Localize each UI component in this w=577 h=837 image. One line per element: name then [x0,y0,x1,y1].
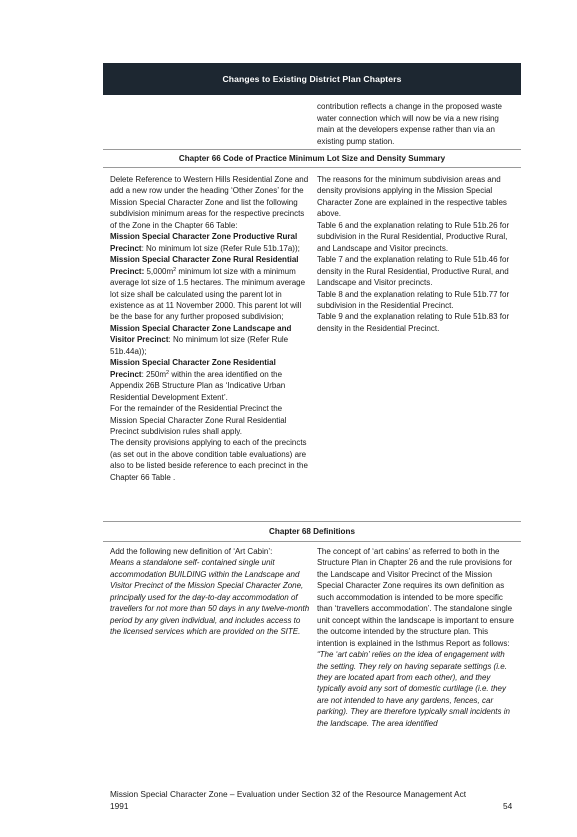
precinct-text: within the area identified on the Appendix 26B Structure Plan as ‘Indicative Urban Residential Development Extent’. [110,369,286,402]
paragraph [110,231,310,254]
intro-right-text: contribution reflects a change in the proposed waste water connection which will now be via a new rising main at the developers expense rather than via an existing pump station. [317,102,503,146]
paragraph: The reasons for the minimum subdivision areas and density provisions applying in the Mission Special Character Zone are explained in the respective tables above. [317,175,507,219]
paragraph: The concept of ‘art cabins’ as referred to both in the Structure Plan in Chapter 26 and the rule provisions for the Landscape and Visitor Precinct of the Mission Special Character Zone requires its own definition as such accommodation is intended to be more specific than ‘travellers accommodation’. The standalone single unit concept within the landscape is important to ensure the outcome intended by the structure plan. This intention is explained in the Isthmus Report as follows: [317,547,515,648]
superscript: 2 [173,266,177,273]
precinct-text: : No minimum lot size (Refer Rule 51b.17a)); [141,243,300,253]
area-value: 5,000m [144,266,174,276]
precinct-label: Mission Special Character Zone Productive Rural Precinct [110,232,298,253]
precinct-text: minimum lot size with a minimum average lot size of 1.5 hectares. The minimum average lot size shall be calculated using the parent lot in existence as at 11 November 2000. This parent lot will be the base for any further proposed subdivision; [110,266,306,322]
paragraph: Add the following new definition of ‘Art Cabin’: [110,547,273,556]
paragraph: Delete Reference to Western Hills Residential Zone and add a new row under the heading ‘Other Zones’ for the Mission Special Character Zone and list the following subdivision minimum areas for the respective precincts of the Zone in the Chapter 66 Table: [110,175,309,230]
chapter-68-heading: Chapter 68 Definitions [269,527,355,536]
header-bar [103,63,521,95]
quote-text: “The ‘art cabin’ relies on the idea of engagement with the setting. They rely on having separate settings (i.e. they are located apart from each other), and they typically avoid any sort of domestic curtilage (i.e. they are not intended to have any gardens, fences, car parking). They are therefore typically small incidents in the landscape. The area identified [317,650,510,728]
area-value: : 250m [141,369,167,379]
chapter-66-right-column [317,174,517,334]
precinct-label: Mission Special Character Zone Rural Residential Precinct: [110,255,299,276]
page-number: 54 [503,801,513,811]
chapter-68-right-column [317,546,517,729]
paragraph [110,254,310,323]
precinct-label: Mission Special Character Zone Landscape and Visitor Precinct [110,323,292,345]
chapter-66-left-column [110,174,310,483]
paragraph: Table 7 and the explanation relating to Rule 51b.46 for density in the Rural Residential, Productive Rural, and Landscape and Visitor precincts. [317,255,510,288]
divider [103,149,521,150]
paragraph: Table 6 and the explanation relating to Rule 51b.26 for subdivision in the Rural Residential, Productive Rural, and Landscape and Visitor precincts. [317,220,510,253]
header-title: Changes to Existing District Plan Chapters [222,74,402,84]
precinct-text: : No minimum lot size (Refer Rule 51b.44a)); [110,335,289,356]
chapter-66-heading: Chapter 66 Code of Practice Minimum Lot Size and Density Summary [178,154,446,163]
divider [103,521,521,522]
divider [103,167,521,168]
paragraph: Table 8 and the explanation relating to Rule 51b.77 for subdivision in the Residential Precinct. [317,289,510,310]
paragraph: The density provisions applying to each of the precincts (as set out in the above condition table evaluations) are also to be listed beside reference to each precinct in the Chapter 66 Table . [110,438,308,482]
precinct-label: Mission Special Character Zone Residential Precinct [110,358,276,379]
paragraph [110,357,310,403]
definition-text: Means a standalone self- contained single unit accommodation BUILDING within the Landscape and Visitor Precinct of the Mission Special Character Zone, principally used for the day-to-day accommodation of travellers for not more than 50 days in any twelve-month period by any given individual, and includes access to the licensed services which are provided on the SITE. [110,558,310,637]
paragraph [110,323,310,357]
divider [103,541,521,542]
footer-text: Mission Special Character Zone – Evaluation under Section 32 of the Resource Management Act 1991 [110,789,467,811]
superscript: 2 [166,369,170,376]
chapter-68-left-column [110,546,310,638]
paragraph: For the remainder of the Residential Precinct the Mission Special Character Zone Rural Residential Precinct subdivision rules shall apply. [110,404,287,436]
paragraph: Table 9 and the explanation relating to Rule 51b.83 for density in the Residential Precinct. [317,312,510,333]
